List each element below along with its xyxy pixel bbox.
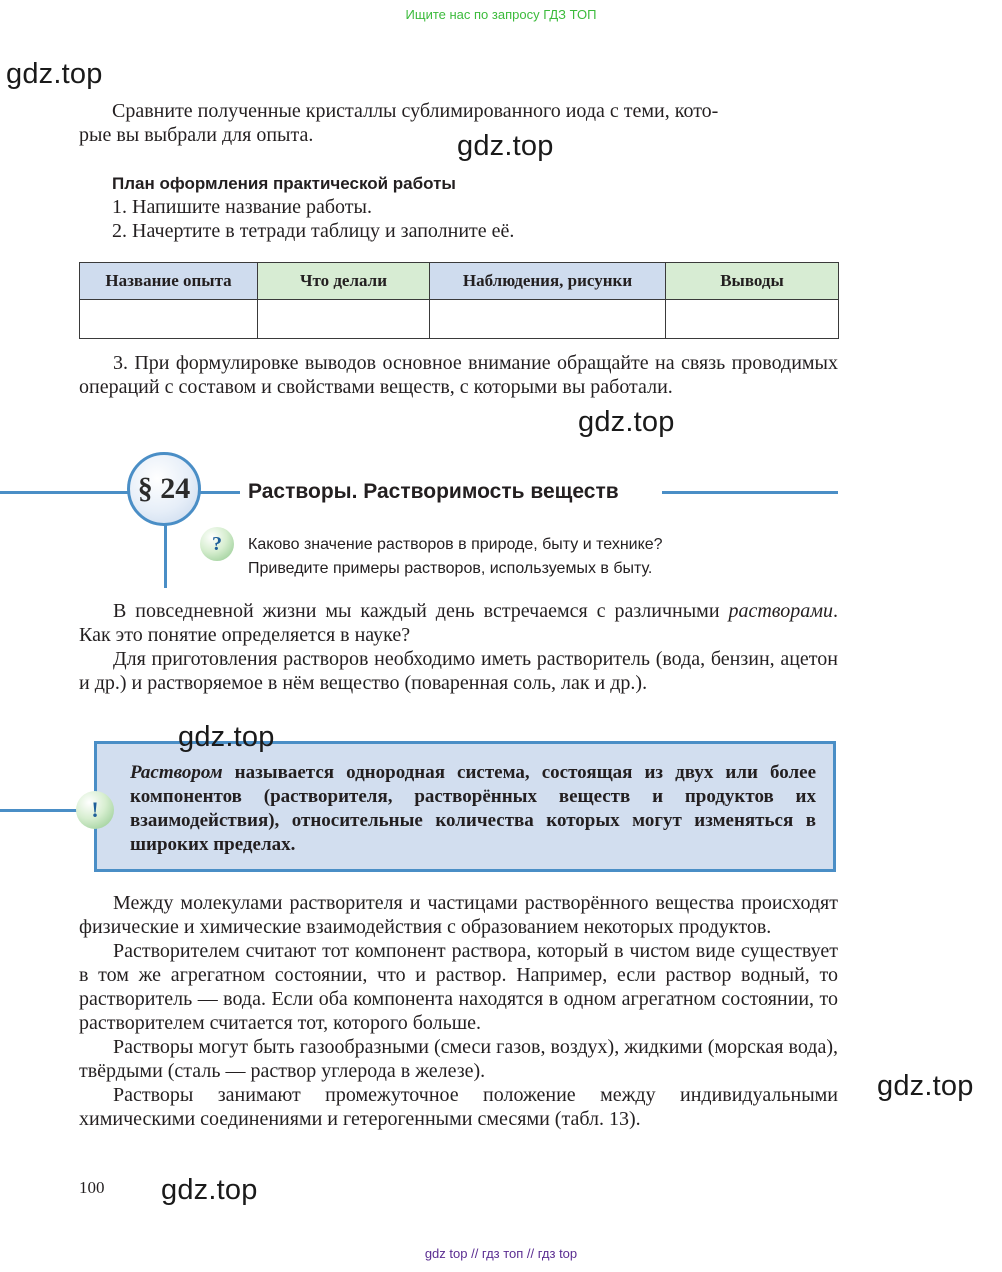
table-header: Название опыта — [80, 263, 258, 300]
table-header: Наблюдения, рисунки — [430, 263, 666, 300]
top-banner: Ищите нас по запросу ГДЗ ТОП — [405, 7, 597, 22]
paragraph: Между молекулами растворителя и частицами растворённого вещества происходят физические и химические взаимодействия с образованием некоторых продуктов. — [79, 892, 838, 938]
body-text — [79, 599, 838, 695]
table-header: Что делали — [258, 263, 430, 300]
table-cell — [430, 300, 666, 339]
watermark: gdz.top — [457, 130, 554, 162]
plan-item: 1. Напишите название работы. — [112, 196, 372, 218]
table-cell — [258, 300, 430, 339]
section-line-vertical — [164, 524, 167, 588]
table-header-row — [80, 263, 839, 300]
intro-line-2: рые вы выбрали для опыта. — [79, 124, 314, 146]
watermark: gdz.top — [161, 1174, 258, 1206]
table-header: Выводы — [666, 263, 839, 300]
plan-title: План оформления практической работы — [112, 174, 456, 193]
section-line-mid — [198, 491, 240, 494]
report-table — [79, 262, 839, 339]
question-block — [248, 533, 663, 581]
paragraph-term: растворами — [728, 600, 833, 622]
plan-item-3-text: 3. При формулировке выводов основное внимание обращайте на связь проводимых операций с составом и свойствами веществ, с которыми вы работали. — [79, 352, 838, 398]
body-text-2 — [79, 891, 838, 1131]
definition-box — [94, 741, 836, 872]
question-line: Приведите примеры растворов, используемых в быту. — [248, 560, 653, 577]
page-number: 100 — [79, 1178, 105, 1197]
footer-text: gdz top // гдз топ // гдз top — [424, 1246, 578, 1261]
watermark: gdz.top — [578, 406, 675, 438]
watermark: gdz.top — [877, 1070, 974, 1102]
paragraph — [79, 599, 838, 647]
plan-item-3 — [79, 351, 838, 399]
definition-text — [130, 761, 816, 857]
paragraph-text: В повседневной жизни мы каждый день встречаемся с различными — [113, 600, 729, 622]
definition-term: Раствором — [130, 762, 223, 783]
intro-line-1: Сравните полученные кристаллы сублимированного иода с теми, кото- — [112, 100, 719, 122]
question-icon: ? — [200, 527, 234, 561]
paragraph: Растворителем считают тот компонент раствора, который в чистом виде существует в том же агрегатном состоянии, что и раствор. Например, если раствор водный, то растворитель — вода. Если оба компонента находятся в одном агрегатном состоянии, то растворителем считается тот, которого больше. — [79, 940, 838, 1034]
section-line-right — [662, 491, 838, 494]
paragraph: Для приготовления растворов необходимо иметь растворитель (вода, бензин, ацетон и др.) и растворяемое в нём вещество (поваренная соль, лак и др.). — [79, 648, 838, 694]
section-number-badge: § 24 — [127, 452, 201, 526]
question-line: Каково значение растворов в природе, быту и технике? — [248, 536, 663, 553]
table-cell — [666, 300, 839, 339]
section-line-left — [0, 491, 130, 494]
watermark: gdz.top — [178, 721, 275, 753]
plan-item: 2. Начертите в тетради таблицу и заполните её. — [112, 220, 515, 242]
definition-body: называется однородная система, состоящая из двух или более компонентов (растворителя, растворённых веществ и продуктов их взаимодействия), относительные количества которых могут изменяться в широких пределах. — [130, 762, 816, 855]
exclamation-icon: ! — [76, 791, 114, 829]
watermark: gdz.top — [6, 58, 103, 90]
paragraph: Растворы занимают промежуточное положение между индивидуальными химическими соединениями и гетерогенными смесями (табл. 13). — [79, 1084, 838, 1130]
paragraph-text: . Как это понятие определяется в науке? — [79, 600, 838, 646]
paragraph: Растворы могут быть газообразными (смеси газов, воздух), жидкими (морская вода), твёрдыми (сталь — раствор углерода в железе). — [79, 1036, 838, 1082]
table-cell — [80, 300, 258, 339]
section-title: Растворы. Растворимость веществ — [248, 480, 629, 504]
definition-line — [0, 809, 80, 812]
table-row — [80, 300, 839, 339]
